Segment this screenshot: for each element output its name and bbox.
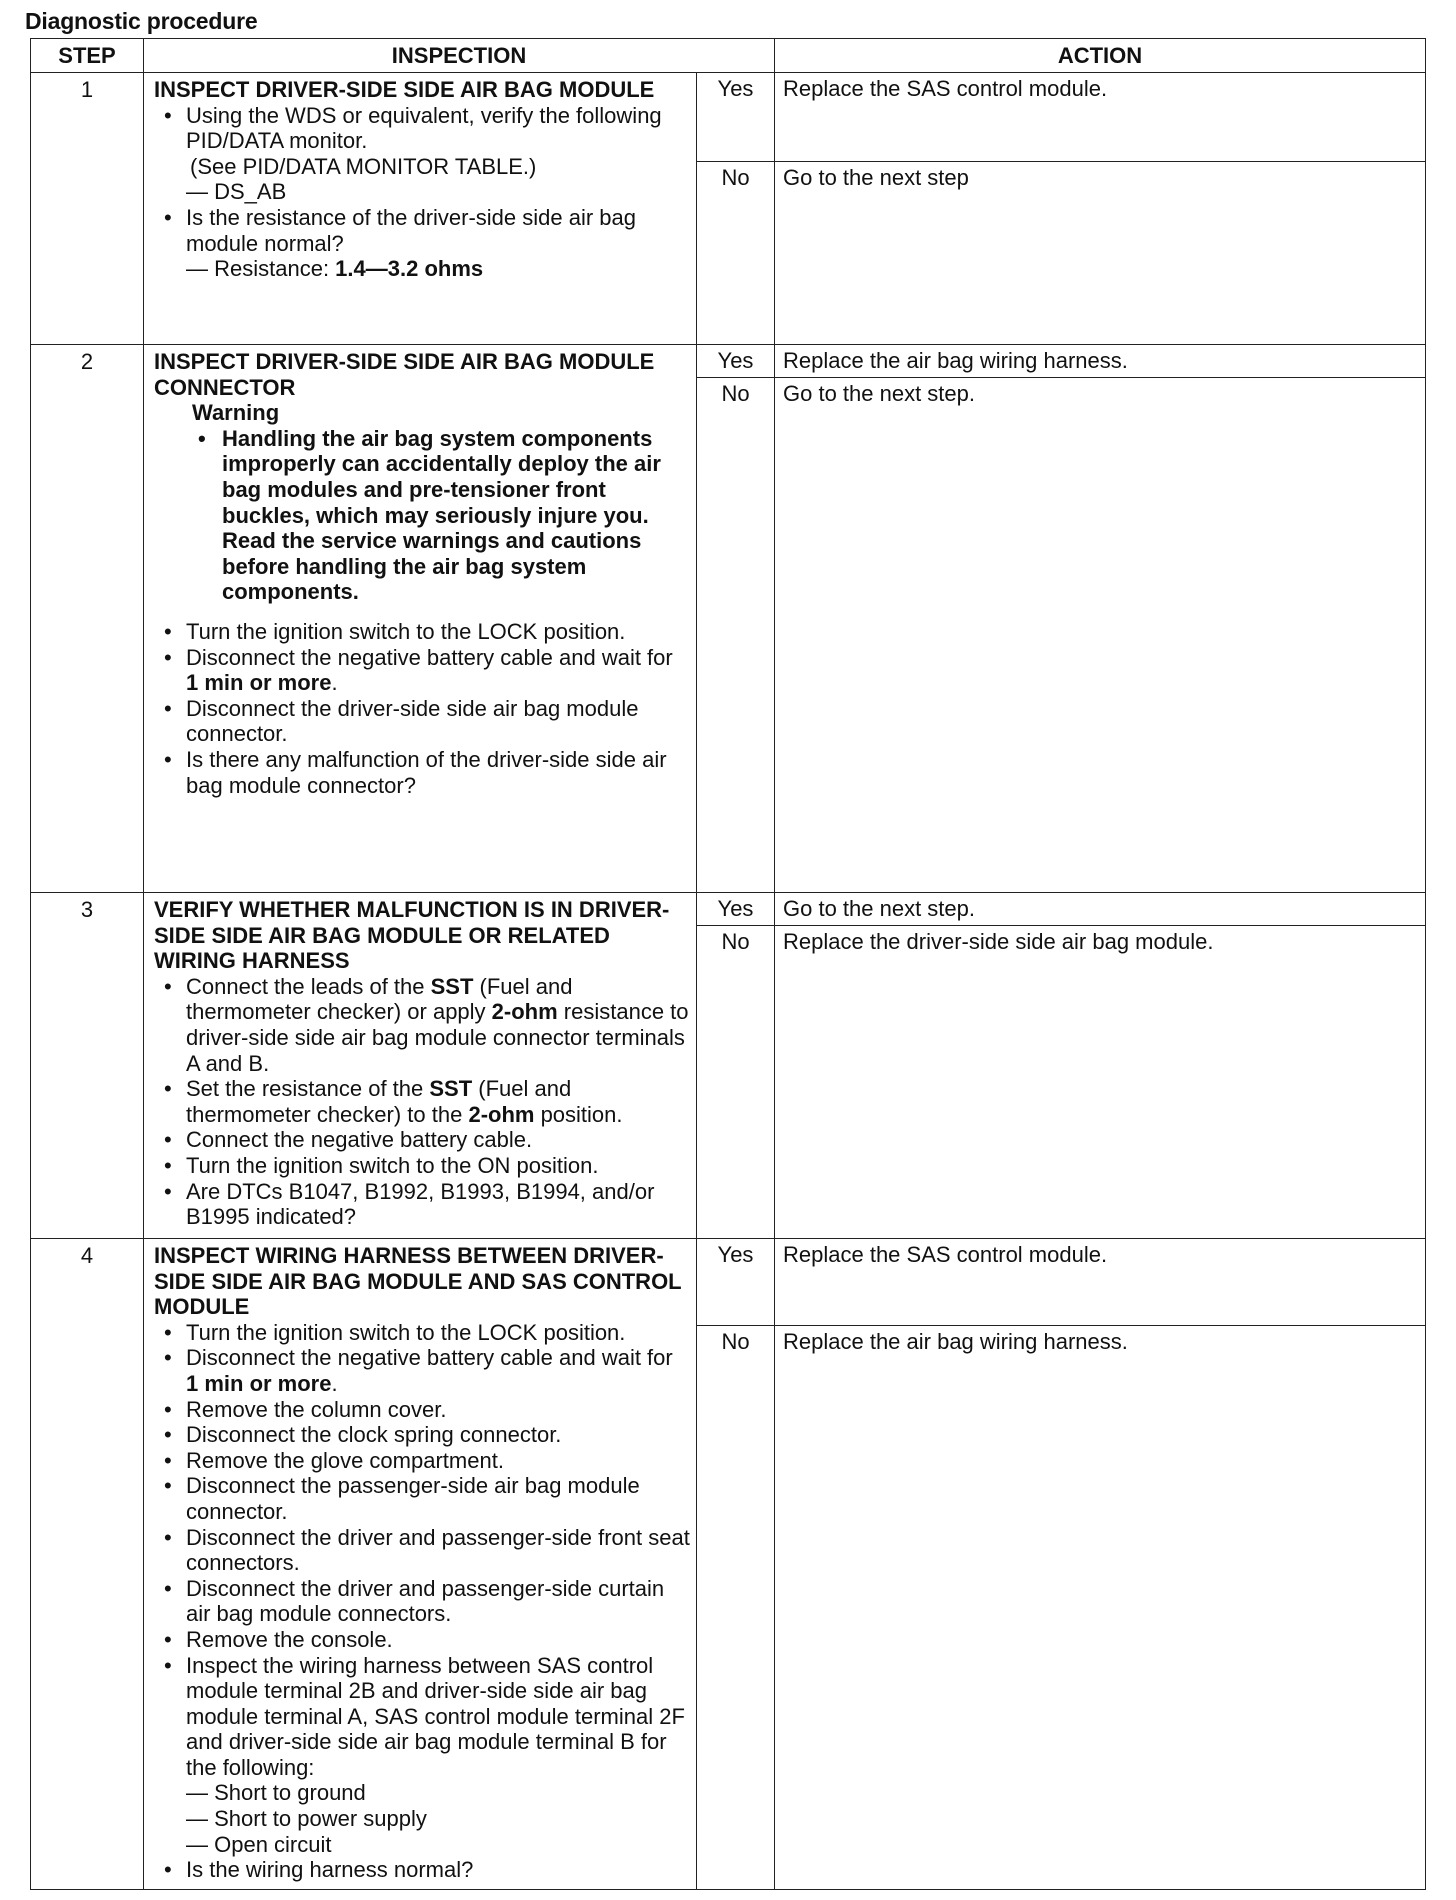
bold-value: 2-ohm	[468, 1101, 535, 1127]
bullet-text: .	[331, 1370, 338, 1396]
resistance-value: 1.4—3.2 ohms	[335, 256, 484, 282]
header-row	[31, 39, 1426, 73]
header-action: ACTION	[775, 39, 1426, 73]
bold-value: 2-ohm	[491, 999, 558, 1025]
inspection-bullet	[154, 1345, 690, 1396]
inspection-bullet: • Is the wiring harness normal?	[154, 1857, 690, 1883]
inspection-bullet: • Disconnect the clock spring connector.	[154, 1422, 690, 1448]
action-cell	[775, 1239, 1426, 1890]
step-row-3	[31, 893, 1426, 1239]
inspection-bullet: • Disconnect the driver-side side air bag module connector.	[154, 696, 690, 747]
no-label: No	[697, 1325, 774, 1889]
step-number: 1	[31, 73, 144, 345]
warning-text: • Handling the air bag system components improperly can accidentally deploy the air bag modules and pre-tensioner front buckles, which may seriously injure you. Read the service warnings and cautions before handling the air bag system components.	[154, 426, 690, 605]
bullet-text: (Fuel and thermometer checker) or apply	[186, 973, 573, 1025]
bullet-text: (Fuel and thermometer checker) to the	[186, 1076, 572, 1127]
inspection-bullet: • Disconnect the passenger-side air bag module connector.	[154, 1473, 690, 1524]
yes-label: Yes	[717, 76, 754, 101]
yes-no-cell	[697, 1239, 775, 1890]
yes-action: Replace the SAS control module.	[783, 76, 1108, 101]
bullet-text: .	[331, 670, 338, 696]
inspection-heading: INSPECT WIRING HARNESS BETWEEN DRIVER-SIDE SIDE AIR BAG MODULE AND SAS CONTROL MODULE	[154, 1243, 682, 1320]
action-cell	[775, 893, 1426, 1239]
yes-label: Yes	[717, 896, 754, 921]
inspection-bullet: • Turn the ignition switch to the ON position.	[154, 1153, 690, 1179]
no-label: No	[697, 161, 774, 344]
sub-line: (See PID/DATA MONITOR TABLE.)	[190, 153, 537, 179]
page-title: Diagnostic procedure	[25, 8, 258, 34]
inspection-bullet: • Turn the ignition switch to the LOCK position.	[154, 1320, 690, 1346]
inspection-bullet	[154, 103, 690, 205]
inspection-bullet: • Are DTCs B1047, B1992, B1993, B1994, and/or B1995 indicated?	[154, 1179, 690, 1230]
no-label: No	[697, 925, 774, 1238]
sub-line: — Open circuit	[186, 1831, 332, 1857]
inspection-bullet	[154, 205, 690, 282]
step-row-2	[31, 345, 1426, 893]
inspection-bullet: • Disconnect the driver and passenger-side front seat connectors.	[154, 1525, 690, 1576]
no-action: Replace the air bag wiring harness.	[775, 1325, 1425, 1889]
step-number: 3	[31, 893, 144, 1239]
bullet-text: position.	[534, 1101, 623, 1127]
inspection-bullet: • Remove the glove compartment.	[154, 1448, 690, 1474]
bullet-text: Disconnect the negative battery cable and wait for	[186, 1345, 673, 1371]
inspection-bullet: • Connect the negative battery cable.	[154, 1127, 690, 1153]
inspection-bullet: • Remove the console.	[154, 1627, 690, 1653]
bold-value: 1 min or more	[186, 1370, 332, 1396]
yes-label: Yes	[717, 1242, 754, 1267]
inspection-heading: INSPECT DRIVER-SIDE SIDE AIR BAG MODULE	[154, 77, 655, 102]
inspection-bullet	[154, 1076, 690, 1127]
step-row-4	[31, 1239, 1426, 1890]
inspection-cell	[144, 1239, 697, 1890]
bold-value: SST	[430, 973, 474, 999]
action-cell	[775, 73, 1426, 345]
inspection-heading: INSPECT DRIVER-SIDE SIDE AIR BAG MODULE CONNECTOR	[154, 349, 655, 400]
bold-value: SST	[429, 1076, 473, 1102]
yes-action: Go to the next step.	[783, 896, 976, 921]
yes-no-cell	[697, 893, 775, 1239]
yes-no-cell	[697, 345, 775, 893]
no-action: Replace the driver-side side air bag module.	[775, 925, 1425, 1238]
inspection-bullet	[154, 1653, 690, 1858]
step-number: 4	[31, 1239, 144, 1890]
inspection-cell	[144, 73, 697, 345]
inspection-bullet	[154, 645, 690, 696]
no-action: Go to the next step.	[775, 377, 1425, 892]
diagnostic-table	[30, 38, 1426, 1890]
yes-action: Replace the air bag wiring harness.	[783, 348, 1128, 373]
bullet-text: Connect the leads of the	[186, 973, 431, 999]
bold-value: 1 min or more	[186, 670, 332, 696]
bullet-text: Using the WDS or equivalent, verify the following PID/DATA monitor.	[186, 102, 662, 154]
warning-title: Warning	[192, 400, 280, 426]
yes-label: Yes	[717, 348, 754, 373]
sub-line: — Short to power supply	[186, 1806, 427, 1832]
inspection-bullet: • Remove the column cover.	[154, 1397, 690, 1423]
header-inspection: INSPECTION	[144, 39, 775, 73]
no-action: Go to the next step	[775, 161, 1425, 344]
bullet-text: Inspect the wiring harness between SAS control module terminal 2B and driver-side side air bag module terminal A, SAS control module terminal 2F and driver-side side air bag module terminal B for the following:	[186, 1652, 685, 1780]
inspection-bullet: • Disconnect the driver and passenger-side curtain air bag module connectors.	[154, 1576, 690, 1627]
step-number: 2	[31, 345, 144, 893]
inspection-bullet	[154, 974, 690, 1076]
bullet-text: Is the resistance of the driver-side side air bag module normal?	[186, 204, 637, 256]
bullet-text: Disconnect the negative battery cable and wait for	[186, 644, 673, 670]
inspection-bullet: • Is there any malfunction of the driver-side side air bag module connector?	[154, 747, 690, 798]
action-cell	[775, 345, 1426, 893]
bullet-text: resistance to driver-side side air bag module connector terminals A and B.	[186, 999, 689, 1076]
inspection-heading: VERIFY WHETHER MALFUNCTION IS IN DRIVER-SIDE SIDE AIR BAG MODULE OR RELATED WIRING HARNESS	[154, 897, 670, 974]
sub-line: — DS_AB	[186, 179, 287, 205]
step-row-1	[31, 73, 1426, 345]
inspection-cell	[144, 345, 697, 893]
inspection-cell	[144, 893, 697, 1239]
sub-line: — Short to ground	[186, 1780, 366, 1806]
no-label: No	[697, 377, 774, 892]
bullet-text: Set the resistance of the	[186, 1076, 430, 1102]
inspection-bullet: • Turn the ignition switch to the LOCK position.	[154, 619, 690, 645]
header-step: STEP	[31, 39, 144, 73]
yes-no-cell	[697, 73, 775, 345]
sub-line: — Resistance:	[186, 256, 336, 282]
yes-action: Replace the SAS control module.	[783, 1242, 1108, 1267]
